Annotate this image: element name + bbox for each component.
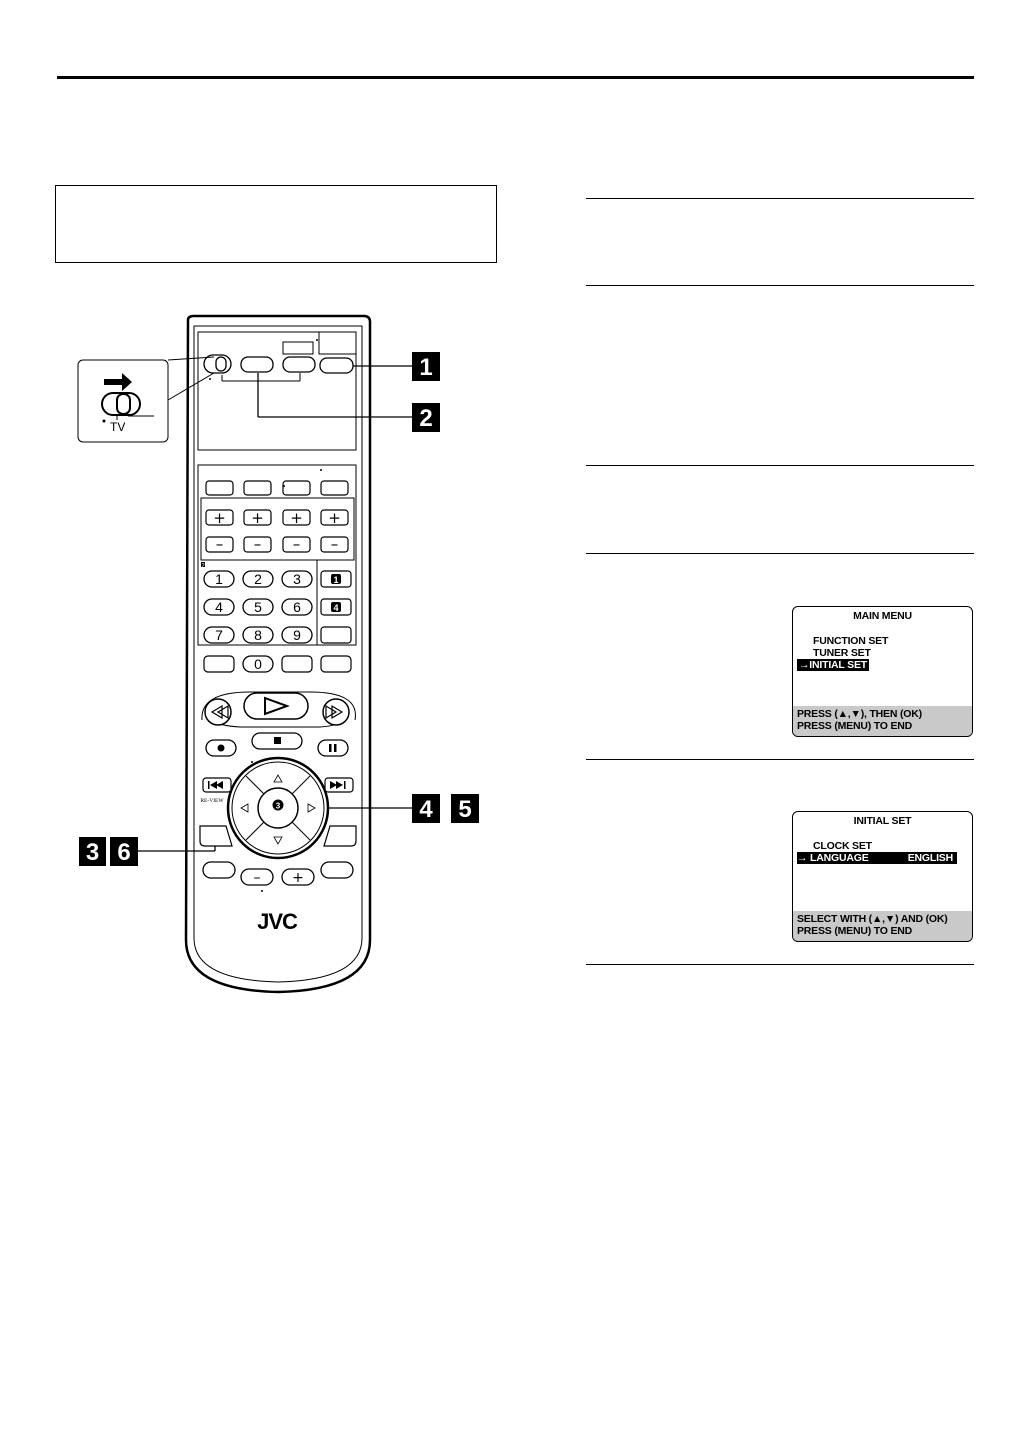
- top-panel: [198, 332, 356, 450]
- main-menu-footer: [793, 706, 972, 736]
- callout-2: 2: [419, 405, 433, 432]
- key-8: 8: [254, 627, 262, 643]
- power-button: [320, 358, 353, 373]
- step-divider: [586, 964, 974, 965]
- svg-text:–: –: [292, 535, 301, 553]
- footer-line: PRESS (MENU) TO END: [797, 925, 913, 937]
- step-divider: [586, 465, 974, 466]
- key-6: 6: [293, 599, 301, 615]
- step-divider: [586, 553, 974, 554]
- menu-item-function-set: FUNCTION SET: [813, 635, 889, 647]
- svg-text:+: +: [328, 509, 341, 527]
- main-menu-screen: [792, 606, 973, 737]
- key-4: 4: [215, 599, 223, 615]
- switch-tv-label: TV: [110, 420, 126, 434]
- callout-5: 5: [458, 796, 472, 823]
- initial-set-title: INITIAL SET: [853, 815, 912, 827]
- menu-item-language-selected: [797, 852, 957, 864]
- menu-item-clock-set: CLOCK SET: [813, 840, 872, 852]
- language-label: → LANGUAGE: [797, 852, 869, 864]
- main-menu-title: MAIN MENU: [853, 610, 912, 622]
- center-badge: 3: [275, 801, 281, 811]
- back-button: [324, 826, 356, 846]
- record-icon: [218, 745, 225, 752]
- svg-text:–: –: [330, 535, 339, 553]
- svg-text:+: +: [213, 509, 226, 527]
- step-divider: [586, 198, 974, 199]
- initial-set-screen: [792, 811, 973, 942]
- key-3: 3: [293, 571, 301, 587]
- remote-illustration: [70, 312, 490, 1012]
- key-5: 5: [254, 599, 262, 615]
- stop-icon: [274, 737, 281, 744]
- callout-4: 4: [419, 796, 433, 823]
- footer-line: PRESS (MENU) TO END: [797, 720, 913, 732]
- step-divider: [586, 759, 974, 760]
- menu-item-tuner-set: TUNER SET: [813, 647, 871, 659]
- pause-button: [318, 740, 348, 756]
- svg-text:+: +: [292, 870, 304, 886]
- tv-button-2: [283, 357, 315, 372]
- svg-text:+: +: [290, 509, 303, 527]
- key-9: 9: [293, 627, 301, 643]
- callout-3: 3: [85, 839, 100, 866]
- numpad-badge: 2: [201, 563, 205, 570]
- footer-line: PRESS (▲,▼), THEN (OK): [797, 708, 922, 720]
- jvc-logo: JVC: [257, 909, 297, 934]
- menu-item-initial-set-selected: →INITIAL SET: [799, 659, 867, 671]
- key-2: 2: [254, 571, 262, 587]
- footer-line: SELECT WITH (▲,▼) AND (OK): [797, 913, 948, 925]
- key-7: 7: [215, 627, 223, 643]
- key-1: 1: [215, 571, 223, 587]
- side-badge-1: 1: [333, 575, 339, 585]
- side-badge-4: 4: [333, 603, 339, 613]
- skip-back-icon: [208, 781, 210, 789]
- menu-button: [200, 826, 232, 846]
- callout-6: 6: [117, 839, 131, 866]
- top-rule: [57, 76, 974, 79]
- svg-text:+: +: [251, 509, 264, 527]
- step-divider: [586, 285, 974, 286]
- language-value: ENGLISH: [907, 852, 953, 864]
- key-0: 0: [254, 656, 262, 672]
- svg-text:–: –: [253, 870, 261, 886]
- review-label: RE-VIEW: [200, 798, 224, 804]
- svg-text:–: –: [253, 535, 262, 553]
- svg-text:–: –: [215, 535, 224, 553]
- pause-icon: [329, 744, 332, 752]
- note-box: [55, 185, 497, 263]
- initial-set-footer: [793, 911, 972, 941]
- tv-power-button: [241, 357, 273, 372]
- callout-1: 1: [419, 354, 433, 381]
